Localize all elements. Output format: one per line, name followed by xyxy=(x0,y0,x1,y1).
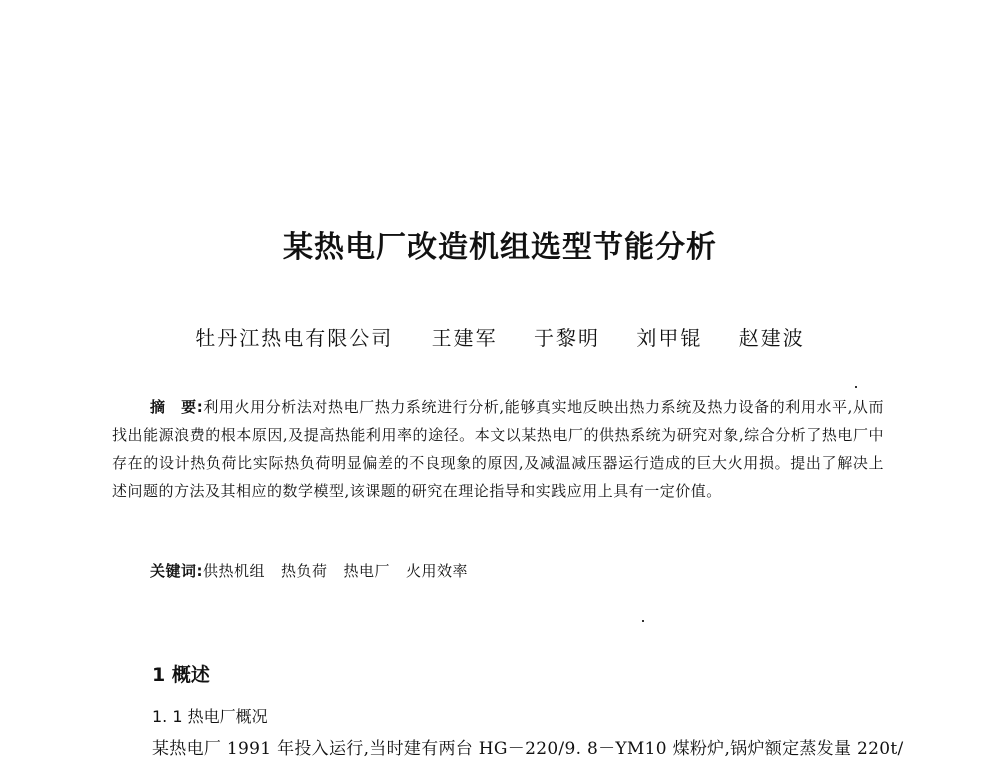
author-name: 赵建波 xyxy=(738,326,805,350)
affiliation: 牡丹江热电有限公司 xyxy=(195,326,394,350)
abstract-text: 利用火用分析法对热电厂热力系统进行分析,能够真实地反映出热力系统及热力设备的利用水平,从而找出能源浪费的根本原因,及提高热能利用率的途径。本文以某热电厂的供热系统为研究对象,综合分析了热电厂中存在的设计热负荷比实际热负荷明显偏差的不良现象的原因,及减温减压器运行造成的巨大火用损。提出了解决上述问题的方法及其相应的数学模型,该课题的研究在理论指导和实践应用上具有一定价值。 xyxy=(112,398,884,500)
keyword: 热电厂 xyxy=(343,562,391,580)
keywords xyxy=(150,560,468,581)
keyword: 火用效率 xyxy=(406,562,469,580)
keyword: 热负荷 xyxy=(281,562,328,580)
section-heading: 1 概述 xyxy=(152,664,210,686)
scan-speck xyxy=(855,386,857,388)
body-text: 某热电厂 1991 年投入运行,当时建有两台 HG－220/9. 8－YM10 煤粉炉,锅炉额定蒸发量 220t/ xyxy=(152,739,904,759)
abstract xyxy=(112,393,884,505)
author-line xyxy=(0,322,1000,351)
author-name: 王建军 xyxy=(431,326,498,350)
keywords-label: 关键词: xyxy=(150,562,203,580)
subsection-heading: 1. 1 热电厂概况 xyxy=(152,707,268,726)
paper-title: 某热电厂改造机组选型节能分析 xyxy=(283,230,717,265)
author-name: 刘甲锟 xyxy=(636,326,703,350)
keyword: 供热机组 xyxy=(203,562,266,580)
abstract-label: 摘 要: xyxy=(150,398,204,416)
author-name: 于黎明 xyxy=(534,326,600,350)
scan-speck xyxy=(642,620,644,622)
